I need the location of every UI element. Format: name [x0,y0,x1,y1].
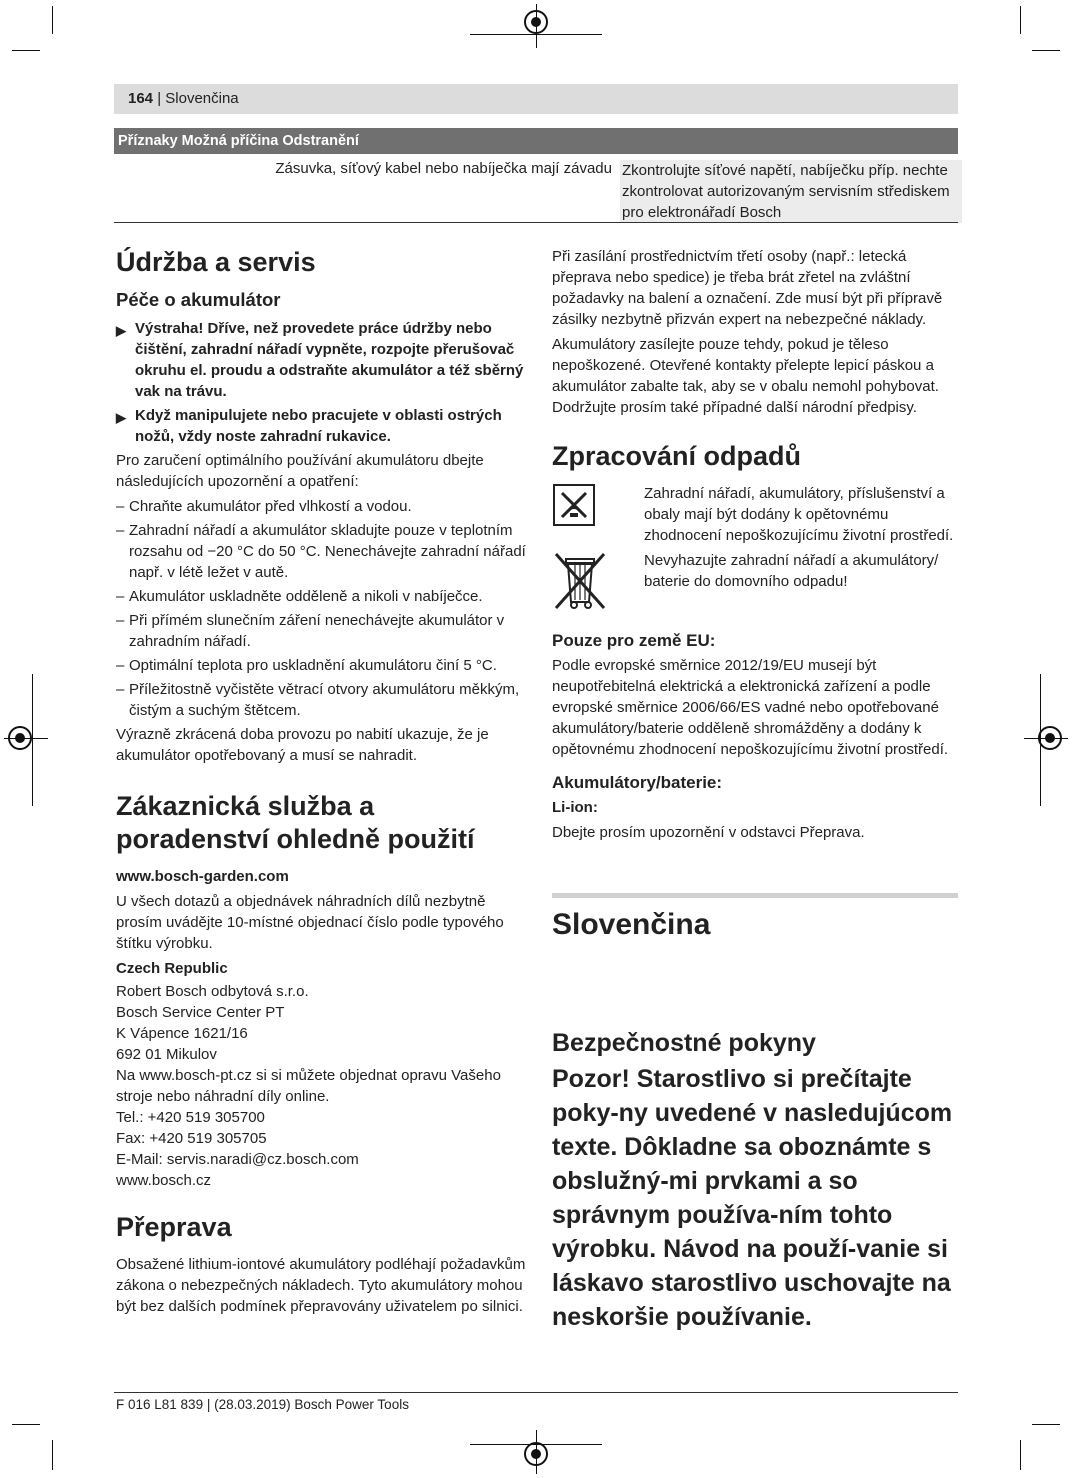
service-title: Zákaznická služba a poradenství ohledně použití [116,791,475,854]
warning-arrow-icon: ▶ [116,410,126,425]
warning-item [116,318,528,402]
disposal-text: Nevyhazujte zahradní nářadí a akumulátory/ baterie do domovního odpadu! [644,552,939,590]
battery-intro: Pro zaručení optimálního používání akumulátoru dbejte následujících upozornění a opatření: [116,452,484,490]
address-line: Na www.bosch-pt.cz si si můžete objednat opravu Vašeho stroje nebo náhradní díly online. [116,1067,501,1105]
crop-mark [1032,1424,1060,1425]
list-item: – Akumulátor uskladněte odděleně a nikoli v nabíječce. [116,588,483,605]
warning-text: Když manipulujete nebo pracujete v oblasti ostrých nožů, vždy noste zahradní rukavice. [135,407,502,445]
footer-text: F 016 L81 839 | (28.03.2019) Bosch Power Tools [116,1397,409,1412]
table-rule [114,222,958,223]
disposal-row [552,550,958,618]
list-item: – Zahradní nářadí a akumulátor skladujte pouze v teplotním rozsahu od −20 °C do 50 °C. Nenechávejte zahradní nářadí např. v létě ležet v autě. [116,522,526,581]
transport-paragraph: Při zasílání prostřednictvím třetí osoby (např.: letecká přeprava nebo spedice) je třeba brát zřetel na zvláštní požadavky na balení a označení. Zde musí být při přípravě zásilky nezbytně přizván expert na nebezpečné náklady. [552,248,943,328]
disposal-text: Zahradní nářadí, akumulátory, příslušenství a obaly mají být dodány k opětovnému zhodnocení nepoškozujícímu životní prostředí. [644,485,954,544]
transport-title: Přeprava [116,1212,232,1242]
batteries-title: Akumulátory/baterie: [552,773,723,792]
footer-rule [114,1392,958,1393]
left-column [116,246,528,1321]
registration-mark-icon [1038,726,1062,750]
warning-arrow-icon: ▶ [116,323,126,338]
section-title: Slovenčina [552,908,711,941]
page-header: 164 | Slovenčina [128,90,239,107]
eu-title: Pouze pro země EU: [552,631,716,650]
list-item-text: Zahradní nářadí a akumulátor skladujte pouze v teplotním rozsahu od −20 °C do 50 °C. Nenechávejte zahradní nářadí např. v létě ležet v autě. [129,522,526,581]
address-line: www.bosch.cz [116,1172,212,1189]
list-item-text: Optimální teplota pro uskladnění akumulátoru činí 5 °C. [129,657,497,674]
section-divider [552,893,958,898]
list-item-text: Chraňte akumulátor před vlhkostí a vodou. [129,498,412,515]
address-line: K Vápence 1621/16 [116,1025,248,1042]
table-row [114,156,958,222]
crossed-bin-icon [552,550,644,618]
crop-mark [52,6,53,34]
list-item-text: Při přímém slunečním záření nenechávejte akumulátor v zahradním nářadí. [129,612,505,650]
battery-end-note: Výrazně zkrácená doba provozu po nabití ukazuje, že je akumulátor opotřebovaný a musí se nahradit. [116,726,489,764]
address-line: Fax: +420 519 305705 [116,1130,267,1147]
address-line: 692 01 Mikulov [116,1046,217,1063]
website-link[interactable]: www.bosch-garden.com [116,868,289,885]
table-cell-remedy: Zkontrolujte síťové napětí, nabíječku příp. nechte zkontrolovat autorizovaným servisním střediskem pro elektronářadí Bosch [620,160,962,223]
crop-mark [1020,1440,1021,1470]
safety-warning: Pozor! Starostlivo si prečítajte poky-ny uvedené v nasledujúcom texte. Dôkladne sa oboznámte s obslužný-mi prvkami a so správnym používa-ním tohto výrobku. Návod na použí-vanie si láskavo starostlivo uschovajte na neskoršie používanie. [552,1065,953,1331]
transport-paragraph: Akumulátory zasílejte pouze tehdy, pokud je těleso nepoškozené. Otevřené kontakty přelepte lepicí páskou a akumulátor zabalte tak, aby se v obalu nemohl pohybovat. Dodržujte prosím také případné další národní předpisy. [552,336,939,416]
disposal-title: Zpracování odpadů [552,441,802,471]
page-header-bar [114,84,958,114]
page-number: 164 [128,90,154,107]
list-item: – Příležitostně vyčistěte větrací otvory akumulátoru měkkým, čistým a suchým štětcem. [116,681,520,719]
address-line: E-Mail: servis.naradi@cz.bosch.com [116,1151,359,1168]
crop-mark [1032,50,1060,51]
crop-mark [12,50,40,51]
crop-mark [52,1440,53,1470]
list-item-text: Příležitostně vyčistěte větrací otvory akumulátoru měkkým, čistým a suchým štětcem. [129,681,520,719]
list-item-text: Akumulátor uskladněte odděleně a nikoli v nabíječce. [129,588,483,605]
table-header: Příznaky Možná příčina Odstranění [114,128,958,154]
battery-care-title: Péče o akumulátor [116,289,281,310]
maintenance-title: Údržba a servis [116,247,316,277]
registration-mark-icon [8,726,32,750]
page-language: Slovenčina [165,90,239,107]
eu-text: Podle evropské směrnice 2012/19/EU musejí být neupotřebitelná elektrická a elektronická zařízení a podle evropské směrnice 2006/66/ES vadné nebo opotřebované akumulátory/baterie odděleně shromážděny a dodány k opětovnému zhodnocení nepoškozujícímu životní prostředí. [552,657,949,758]
address-line: Robert Bosch odbytová s.r.o. [116,983,309,1000]
registration-mark-icon [524,10,548,34]
table-cell-cause: Zásuvka, síťový kabel nebo nabíječka mají závadu [275,160,612,177]
warning-text: Výstraha! Dříve, než provedete práce údržby nebo čištění, zahradní nářadí vypněte, rozpojte přerušovač okruhu el. proudu a odstraňte akumulátor a též sběrný vak na trávu. [135,320,524,400]
registration-line [32,674,33,806]
liion-text: Dbejte prosím upozornění v odstavci Přeprava. [552,824,865,841]
registration-mark-icon [524,1442,548,1466]
service-text: U všech dotazů a objednávek náhradních dílů nezbytně prosím uvádějte 10-místné objednací číslo podle typového štítku výrobku. [116,893,504,952]
crop-mark [1020,6,1021,34]
disposal-row [552,483,958,546]
address-line: Tel.: +420 519 305700 [116,1109,265,1126]
right-column [552,246,958,1334]
transport-text: Obsažené lithium-iontové akumulátory podléhají požadavkům zákona o nebezpečných nákladech. Tyto akumulátory mohou být bez dalších podmínek přepravovány uživatelem po silnici. [116,1256,526,1315]
address-line: Bosch Service Center PT [116,1004,285,1021]
liion-label: Li-ion: [552,799,598,816]
safety-title: Bezpečnostné pokyny [552,1029,816,1057]
recycle-icon [552,483,644,546]
country-name: Czech Republic [116,960,228,977]
list-item: – Optimální teplota pro uskladnění akumulátoru činí 5 °C. [116,657,497,674]
warning-item [116,405,528,447]
list-item: – Chraňte akumulátor před vlhkostí a vodou. [116,498,412,515]
list-item: – Při přímém slunečním záření nenechávejte akumulátor v zahradním nářadí. [116,612,505,650]
crop-mark [12,1424,40,1425]
